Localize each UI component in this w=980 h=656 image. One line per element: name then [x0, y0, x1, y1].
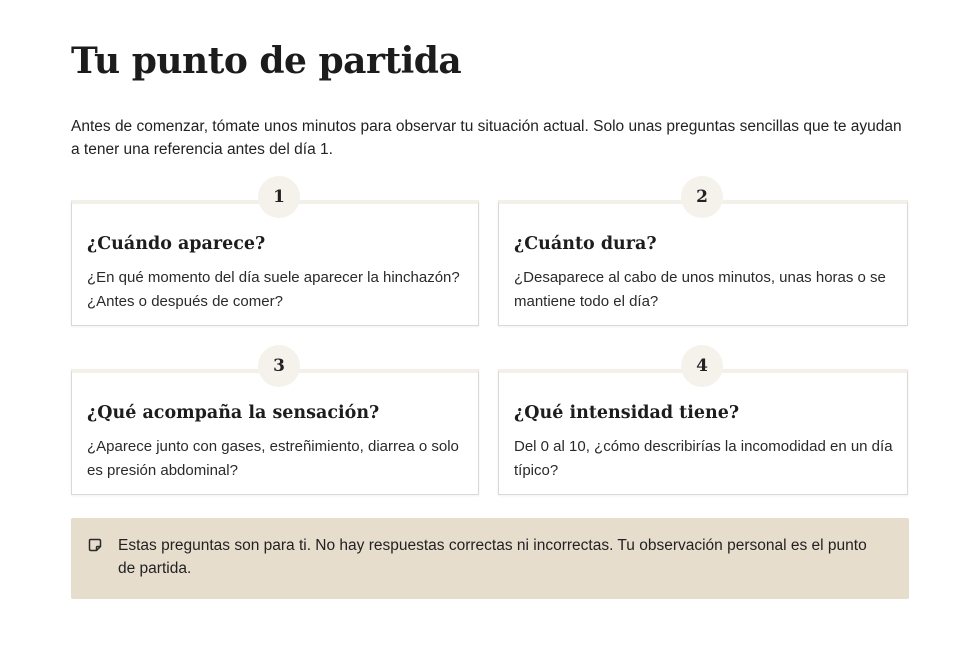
- step-number-badge: 4: [681, 345, 723, 387]
- question-body: ¿Aparece junto con gases, estreñimiento, diarrea o solo es presión abdominal?: [87, 438, 459, 479]
- note-text: Estas preguntas son para ti. No hay respuestas correctas ni incorrectas. Tu observación personal es el punto de partida.: [118, 537, 867, 577]
- question-title: ¿Qué acompaña la sensación?: [87, 403, 380, 423]
- question-title: ¿Cuánto dura?: [514, 234, 657, 254]
- step-number-badge: 2: [681, 176, 723, 218]
- question-body: ¿En qué momento del día suele aparecer la hinchazón? ¿Antes o después de comer?: [87, 269, 460, 310]
- question-title: ¿Cuándo aparece?: [87, 234, 266, 254]
- page-title: Tu punto de partida: [71, 40, 462, 82]
- question-card-2: [498, 187, 908, 326]
- question-title: ¿Qué intensidad tiene?: [514, 403, 740, 423]
- step-number-badge: 1: [258, 176, 300, 218]
- question-card-1: [71, 187, 479, 326]
- question-body: ¿Desaparece al cabo de unos minutos, unas horas o se mantiene todo el día?: [514, 269, 886, 310]
- question-body: Del 0 al 10, ¿cómo describirías la incomodidad en un día típico?: [514, 438, 893, 479]
- question-card-4: [498, 356, 908, 495]
- note-icon: [88, 538, 102, 552]
- question-card-3: [71, 356, 479, 495]
- intro-text: Antes de comenzar, tómate unos minutos para observar tu situación actual. Solo unas preguntas sencillas que te ayudan a tener una referencia antes del día 1.: [71, 118, 902, 158]
- note-callout: [71, 518, 909, 599]
- step-number-badge: 3: [258, 345, 300, 387]
